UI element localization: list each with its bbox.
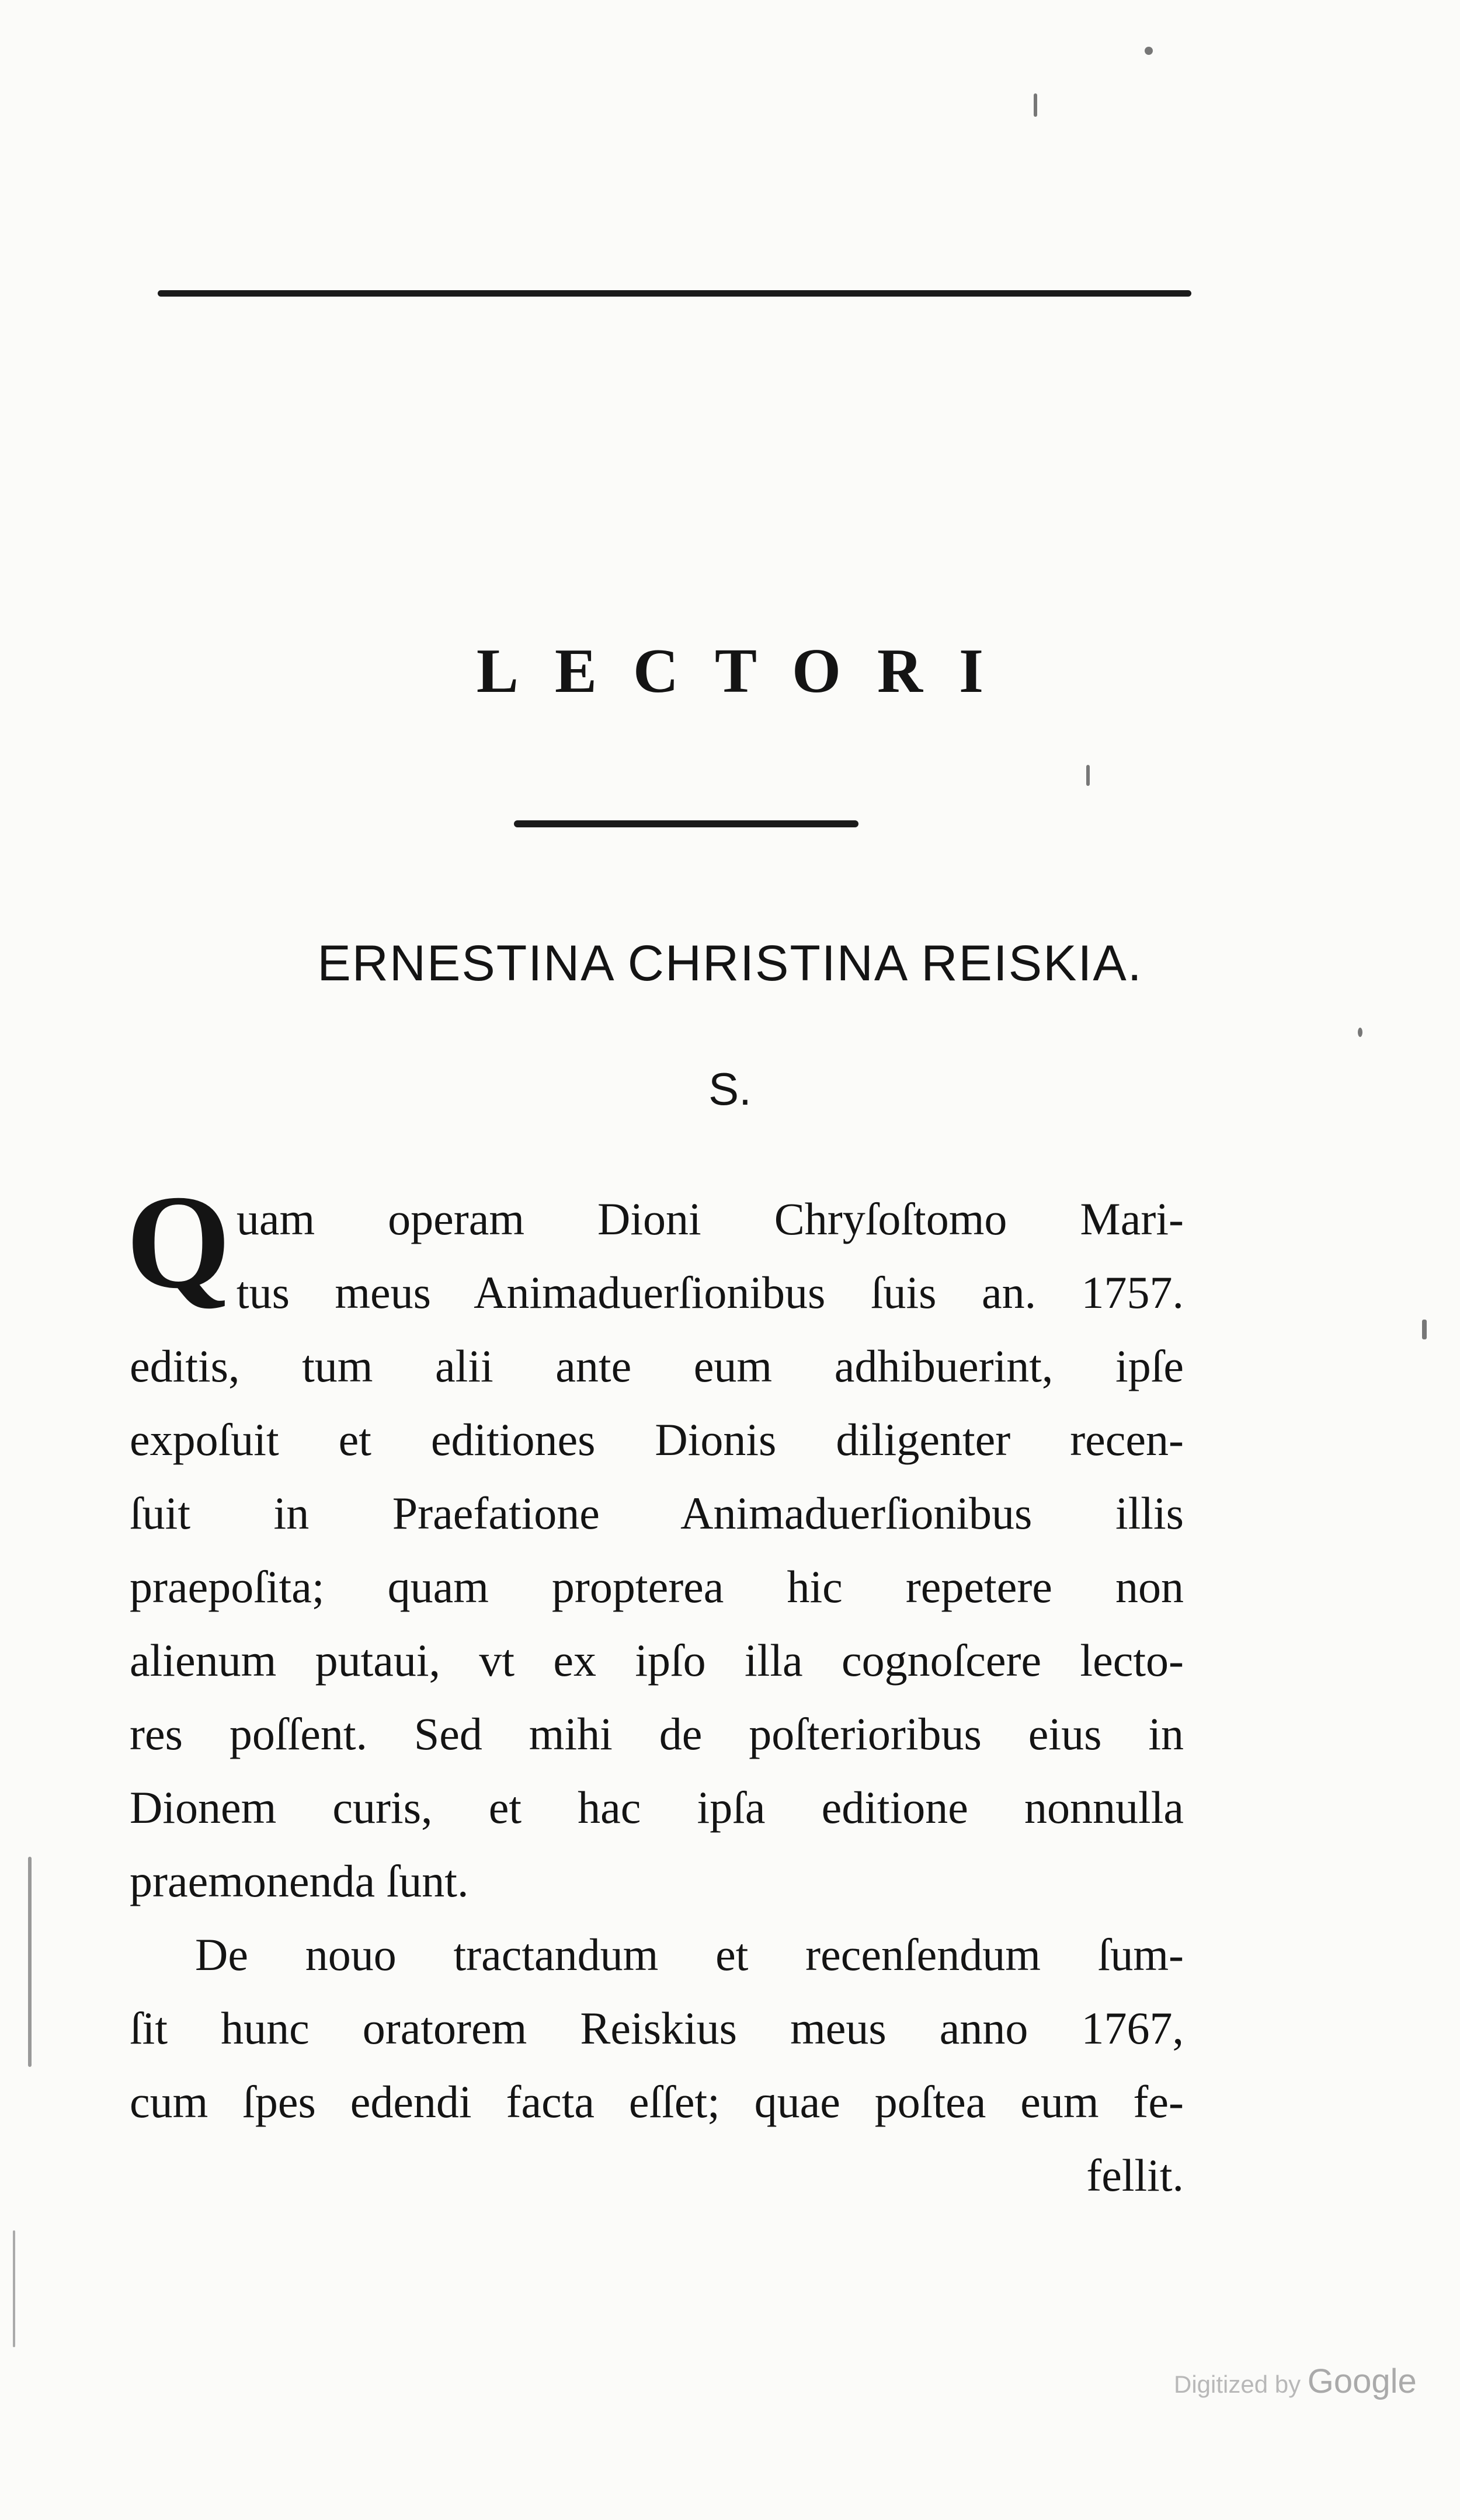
page-edge-mark <box>28 1857 32 2067</box>
text-line: Dionem curis, et hac ipſa editione nonnulla <box>130 1782 1184 1833</box>
paper-speck <box>1358 1028 1362 1037</box>
text-line: De nouo tractandum et recenſendum ſum- <box>195 1929 1184 1980</box>
text-line: expoſuit et editiones Dionis diligenter recen- <box>130 1414 1184 1465</box>
digitized-watermark <box>1174 2362 1417 2401</box>
paper-speck <box>1422 1320 1427 1339</box>
text-line: praepoſita; quam propterea hic repetere non <box>130 1561 1184 1612</box>
body-text <box>126 1167 1184 2212</box>
addressee-heading: ERNESTINA CHRISTINA REISKIA. <box>317 935 1143 991</box>
drop-cap: Q <box>126 1167 231 1316</box>
title-rule <box>514 820 858 827</box>
catchword: fellit. <box>1086 2150 1184 2201</box>
text-line: editis, tum alii ante eum adhibuerint, ipſe <box>130 1341 1184 1391</box>
text-line: ſit hunc oratorem Reiskius meus anno 1767, <box>130 2003 1184 2053</box>
salutation: S. <box>708 1063 752 1115</box>
text-line: alienum putaui, vt ex ipſo illa cognoſcere lecto- <box>130 1635 1184 1686</box>
text-line: cum ſpes edendi facta eſſet; quae poſtea eum fe- <box>130 2076 1184 2127</box>
text-line: praemonenda ſunt. <box>130 1856 469 1906</box>
text-line: res poſſent. Sed mihi de poſterioribus eius in <box>130 1708 1184 1759</box>
paper-speck <box>1034 93 1037 117</box>
paper-speck <box>1145 47 1153 55</box>
text-line: uam operam Dioni Chryſoſtomo Mari- <box>236 1193 1184 1244</box>
text-line: ſuit in Praefatione Animaduerſionibus illis <box>130 1488 1184 1539</box>
page-title: LECTORI <box>476 636 1020 706</box>
paper-speck <box>1086 765 1090 786</box>
top-rule <box>158 290 1191 297</box>
watermark-prefix: Digitized by <box>1174 2371 1301 2398</box>
text-line: tus meus Animaduerſionibus ſuis an. 1757. <box>236 1267 1184 1318</box>
page-edge-mark <box>13 2230 15 2347</box>
watermark-brand: Google <box>1307 2362 1417 2400</box>
